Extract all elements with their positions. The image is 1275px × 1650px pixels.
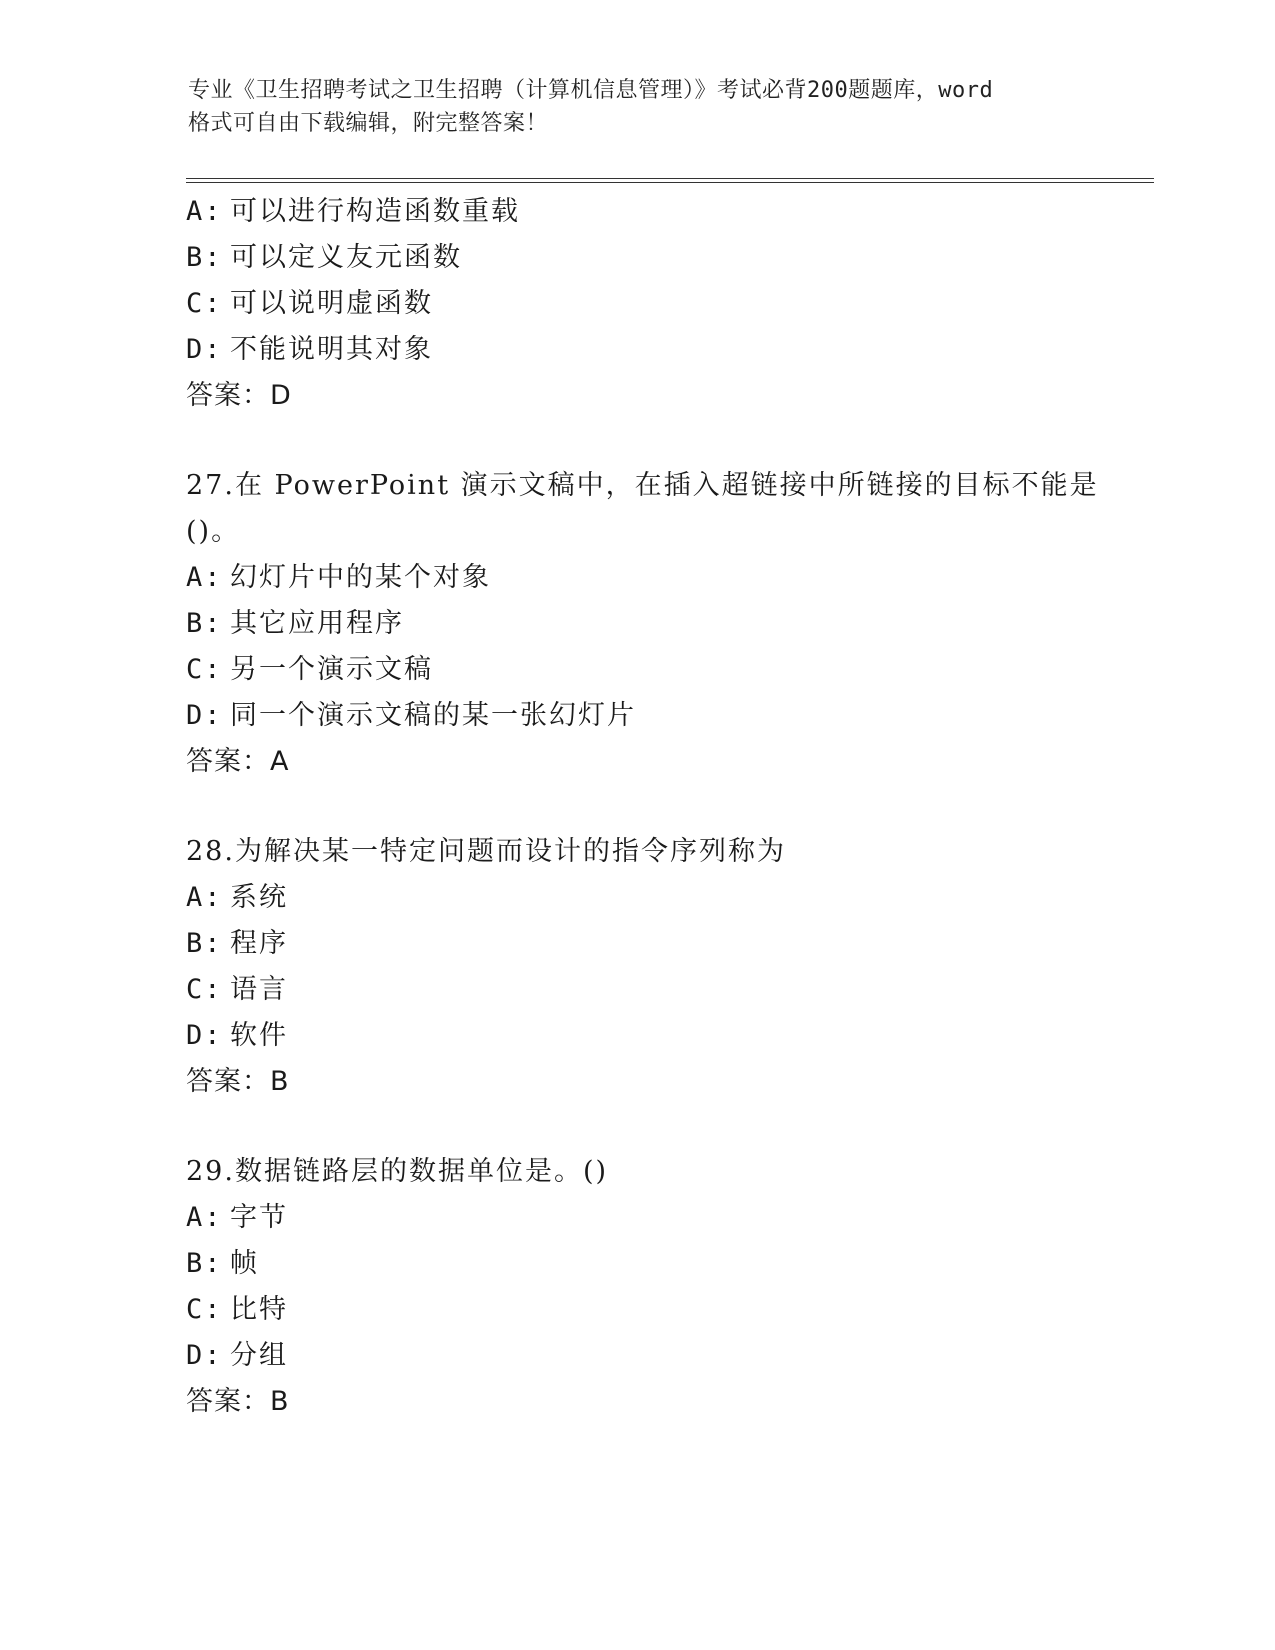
question-stem: 29.数据链路层的数据单位是。()	[186, 1156, 609, 1187]
header-divider	[186, 178, 1154, 183]
option-a: A: 系统	[186, 882, 288, 913]
option-a: A: 字节	[186, 1202, 288, 1233]
answer-line: 答案：D	[186, 380, 292, 411]
header-line-1: 专业《卫生招聘考试之卫生招聘（计算机信息管理）》考试必背200题题库，word	[188, 78, 994, 103]
question-29	[186, 1149, 1146, 1425]
spacer	[186, 1105, 1146, 1149]
question-stem: 28.为解决某一特定问题而设计的指令序列称为	[186, 836, 786, 867]
option-b: B: 其它应用程序	[186, 608, 404, 639]
header-line-2: 格式可自由下载编辑，附完整答案！	[188, 111, 549, 136]
question-27	[186, 463, 1146, 785]
spacer	[186, 785, 1146, 829]
answer-line: 答案：B	[186, 1066, 290, 1097]
option-b: B: 可以定义友元函数	[186, 242, 462, 273]
question-28	[186, 829, 1146, 1105]
option-c: C: 比特	[186, 1294, 288, 1325]
question-list	[186, 189, 1146, 1425]
option-d: D: 不能说明其对象	[186, 334, 433, 365]
option-a: A: 幻灯片中的某个对象	[186, 562, 491, 593]
question-26-tail	[186, 189, 1146, 419]
option-c: C: 可以说明虚函数	[186, 288, 433, 319]
option-d: D: 同一个演示文稿的某一张幻灯片	[186, 700, 636, 731]
option-c: C: 另一个演示文稿	[186, 654, 433, 685]
spacer	[186, 419, 1146, 463]
answer-line: 答案：B	[186, 1386, 290, 1417]
option-d: D: 软件	[186, 1020, 288, 1051]
option-a: A: 可以进行构造函数重载	[186, 196, 520, 227]
question-stem: 27.在 PowerPoint 演示文稿中，在插入超链接中所链接的目标不能是	[186, 470, 1099, 501]
option-b: B: 程序	[186, 928, 288, 959]
question-stem-continued: ()。	[186, 516, 241, 547]
document-header	[188, 74, 1088, 140]
option-d: D: 分组	[186, 1340, 288, 1371]
option-c: C: 语言	[186, 974, 288, 1005]
option-b: B: 帧	[186, 1248, 259, 1279]
answer-line: 答案：A	[186, 746, 290, 777]
